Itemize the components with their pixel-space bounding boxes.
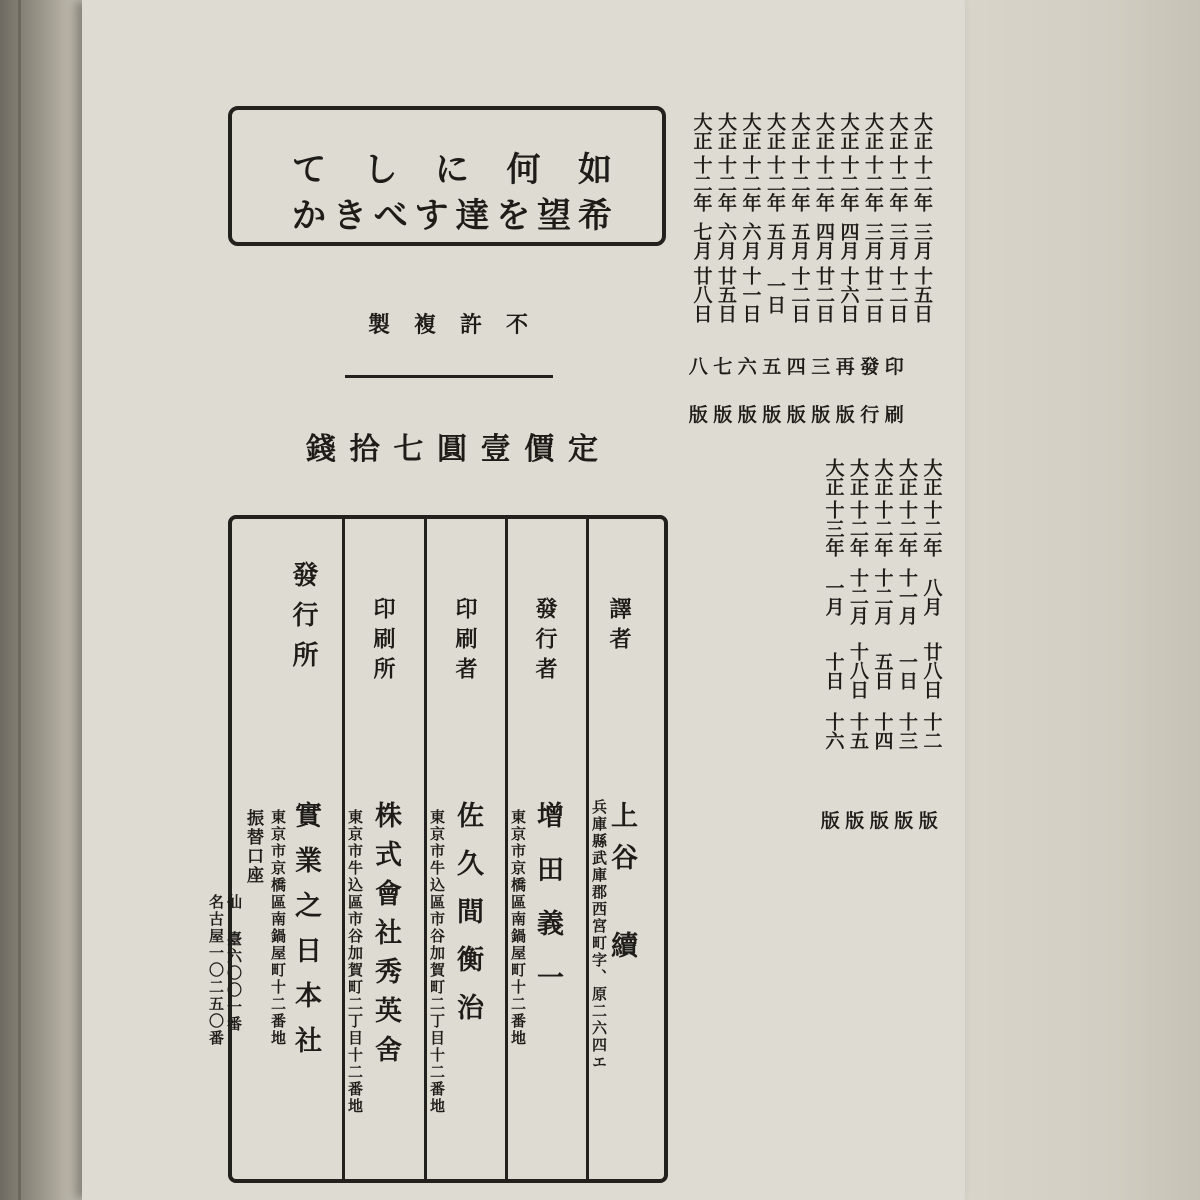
edition-type: 版 [762, 404, 782, 426]
edition-number: 十三 [896, 712, 918, 750]
history-year: 十二年 [813, 155, 835, 212]
history-month: 三月 [862, 222, 884, 260]
printer-address: 東京市牛込區市谷加賀町二丁目十二番地 [428, 809, 446, 1115]
edition-number: 四 [786, 356, 806, 378]
publishing-house-name: 實業之日本社 [290, 801, 321, 1071]
title-char: 望 [537, 196, 572, 236]
history-year: 十二年 [764, 155, 786, 212]
notice-char: 製 [368, 312, 391, 338]
history-era: 大正 [886, 112, 909, 150]
price-char: 壹 [480, 432, 511, 467]
history-year: 十三年 [822, 500, 845, 557]
history-day: 十五日 [911, 266, 933, 323]
history-day: 十二日 [788, 266, 811, 323]
price-char: 七 [393, 432, 424, 467]
edition-number: 發 [860, 356, 880, 378]
history-month: 三月 [886, 222, 909, 260]
edition-number: 七 [713, 356, 733, 378]
title-char: 希 [577, 196, 612, 236]
history-year-row [818, 500, 941, 557]
history-year: 十二年 [837, 155, 860, 212]
history-era: 大正 [862, 112, 884, 150]
edition-type: 版 [737, 404, 757, 426]
history-era-row [818, 458, 941, 496]
edition-number: 十四 [871, 712, 894, 750]
publisher-address: 東京市京橋區南鍋屋町十二番地 [509, 809, 527, 1047]
column-divider [342, 519, 345, 1179]
edition-number: 五 [762, 356, 782, 378]
notice-char: 許 [459, 312, 482, 338]
printer-label: 印刷者 [452, 597, 478, 687]
print-house-label: 印刷所 [370, 597, 396, 687]
history-month: 五月 [764, 222, 786, 260]
history-day-row [686, 266, 931, 323]
notice-char: 複 [413, 312, 436, 338]
history-day: 一日 [896, 651, 918, 690]
history-month: 五月 [788, 222, 811, 260]
price-char: 價 [524, 432, 555, 467]
price-char: 拾 [349, 432, 380, 467]
notice-char: 不 [505, 312, 528, 338]
history-day: 廿八日 [690, 266, 713, 323]
history-year: 十二年 [739, 155, 762, 212]
facing-page [955, 0, 1200, 1200]
title-char: し [363, 150, 398, 190]
transfer-account-sendai: 仙 臺六〇〇一番 [225, 894, 243, 1033]
publisher-label: 發行者 [532, 597, 558, 687]
edition-type: 版 [845, 810, 865, 832]
history-month: 十二月 [847, 568, 869, 625]
translator-name: 上谷 續 [606, 801, 637, 973]
title-char: す [414, 196, 449, 236]
title-char: か [292, 196, 326, 236]
column-divider [505, 519, 508, 1179]
history-month-row [818, 568, 941, 625]
history-year: 十二年 [911, 155, 933, 212]
history-year: 十二年 [920, 500, 943, 557]
history-day: 廿五日 [715, 266, 737, 323]
history-era: 大正 [837, 112, 860, 150]
history-day: 十八日 [847, 642, 869, 699]
history-month-row [686, 222, 931, 260]
edition-type: 行 [860, 404, 880, 426]
copyright-notice [368, 308, 528, 339]
title-char: 達 [455, 196, 490, 236]
history-month: 一月 [822, 577, 845, 616]
edition-type: 版 [713, 404, 733, 426]
edition-number: 印 [884, 356, 904, 378]
column-divider [424, 519, 427, 1179]
print-house-name: 株式會社秀英舍 [370, 801, 401, 1074]
history-year: 十二年 [715, 155, 737, 212]
history-era: 大正 [788, 112, 811, 150]
title-char: て [292, 150, 326, 190]
history-day: 五日 [871, 651, 894, 690]
bleed-through-text [1060, 120, 1080, 140]
print-house-address: 東京市牛込區市谷加賀町二丁目十二番地 [346, 809, 364, 1115]
publishing-house-address: 東京市京橋區南鍋屋町十二番地 [269, 809, 287, 1047]
history-era: 大正 [911, 112, 933, 150]
history-day: 一日 [764, 275, 786, 314]
title-char: 如 [578, 150, 612, 190]
history-month: 四月 [813, 222, 835, 260]
book-title-line-1 [292, 142, 612, 191]
title-char: を [496, 196, 531, 236]
price-line [306, 424, 598, 468]
history-year: 十二年 [886, 155, 909, 212]
edition-number: 十二 [920, 712, 943, 750]
printer-name: 佐久間衡治 [452, 801, 483, 1041]
history-era: 大正 [847, 458, 869, 496]
title-char: べ [373, 196, 408, 236]
transfer-account-nagoya: 名古屋一〇二五〇番 [207, 894, 225, 1047]
publisher-name: 增田義一 [532, 801, 563, 1017]
book-edge-line [18, 0, 21, 1200]
divider-rule [345, 375, 553, 378]
title-char: 何 [506, 150, 541, 190]
edition-type: 版 [786, 404, 806, 426]
edition-type: 版 [869, 810, 889, 832]
book-title-box [228, 106, 666, 246]
edition-type: 版 [811, 404, 831, 426]
history-year: 十二年 [896, 500, 918, 557]
history-edition-type-row [686, 400, 907, 427]
edition-number: 十六 [822, 712, 845, 750]
edition-type: 版 [894, 810, 914, 832]
edition-type: 版 [820, 810, 840, 832]
history-year: 十二年 [788, 155, 811, 212]
history-day: 廿二日 [862, 266, 884, 323]
history-month: 四月 [837, 222, 860, 260]
edition-type: 刷 [884, 404, 904, 426]
history-era: 大正 [871, 458, 894, 496]
history-month: 八月 [920, 577, 943, 616]
history-era: 大正 [764, 112, 786, 150]
title-char: に [435, 150, 469, 190]
history-year: 十二年 [862, 155, 884, 212]
history-month: 七月 [690, 222, 713, 260]
history-era: 大正 [896, 458, 918, 496]
history-year: 十二年 [871, 500, 894, 557]
edition-number: 十五 [847, 712, 869, 750]
edition-type: 版 [918, 810, 938, 832]
edition-type: 版 [835, 404, 855, 426]
history-day: 廿二日 [813, 266, 835, 323]
history-month: 十二月 [871, 568, 894, 625]
history-edition-row [686, 352, 907, 379]
edition-number: 六 [737, 356, 757, 378]
colophon-table [207, 515, 668, 1183]
edition-number: 八 [688, 356, 708, 378]
history-day: 十二日 [886, 266, 909, 323]
edition-number: 三 [811, 356, 831, 378]
translator-label: 譯者 [606, 597, 632, 657]
translator-address: 兵庫縣武庫郡西宮町字、原二六四エ [590, 799, 608, 1071]
history-day: 廿八日 [920, 642, 943, 699]
price-char: 定 [567, 432, 598, 467]
column-divider [586, 519, 589, 1179]
history-era: 大正 [813, 112, 835, 150]
history-era: 大正 [690, 112, 713, 150]
history-year: 十二年 [847, 500, 869, 557]
history-year: 十二年 [690, 155, 713, 212]
price-char: 錢 [306, 432, 336, 467]
history-month: 十一月 [896, 568, 918, 625]
history-era: 大正 [715, 112, 737, 150]
book-title-line-2 [292, 188, 612, 237]
history-edition-type-row [818, 806, 941, 833]
price-char: 圓 [436, 432, 467, 467]
history-month: 六月 [739, 222, 762, 260]
publishing-house-label: 發行所 [288, 561, 318, 681]
history-edition-row [818, 712, 941, 750]
transfer-account-label: 振替口座 [243, 809, 263, 885]
history-day: 十日 [822, 651, 845, 690]
history-month: 三月 [911, 222, 933, 260]
history-era: 大正 [920, 458, 943, 496]
history-day-row [818, 642, 941, 699]
title-char: き [332, 196, 367, 236]
history-day: 十一日 [739, 266, 762, 323]
history-era: 大正 [739, 112, 762, 150]
edition-number: 再 [835, 356, 855, 378]
history-year-row [686, 155, 931, 212]
history-era-row [686, 112, 931, 150]
history-era: 大正 [822, 458, 845, 496]
history-month: 六月 [715, 222, 737, 260]
edition-type: 版 [688, 404, 708, 426]
history-day: 十六日 [837, 266, 860, 323]
